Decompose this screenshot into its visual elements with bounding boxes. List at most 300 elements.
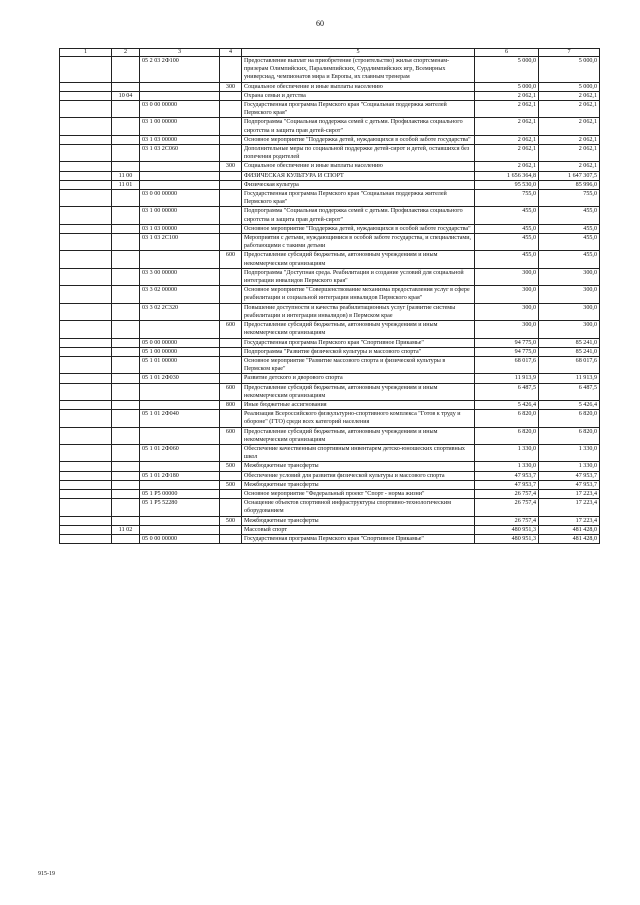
table-cell-4 (220, 489, 242, 498)
table-cell-1 (60, 207, 112, 224)
table-cell-7: 455,0 (539, 224, 600, 233)
table-cell-5: Социальное обеспечение и иные выплаты населению (242, 162, 475, 171)
table-row (60, 57, 600, 83)
table-cell-6: 26 757,4 (475, 489, 539, 498)
table-cell-2 (112, 303, 140, 320)
table-cell-3 (140, 91, 220, 100)
table-cell-3: 03 0 00 00000 (140, 190, 220, 207)
table-cell-2 (112, 516, 140, 525)
table-cell-2 (112, 321, 140, 338)
table-cell-4 (220, 171, 242, 180)
table-cell-3: 05 1 01 00000 (140, 356, 220, 373)
table-cell-7: 300,0 (539, 286, 600, 303)
table-cell-7: 300,0 (539, 268, 600, 285)
table-cell-5: Оснащение объектов спортивной инфраструктуры спортивно-технологическим оборудованием (242, 499, 475, 516)
table-cell-4 (220, 303, 242, 320)
table-cell-1 (60, 499, 112, 516)
table-cell-5: Подпрограмма "Развитие физической культуры и массового спорта" (242, 347, 475, 356)
table-cell-3: 03 1 03 2С060 (140, 145, 220, 162)
table-cell-7: 2 062,1 (539, 91, 600, 100)
table-cell-4 (220, 410, 242, 427)
table-row (60, 303, 600, 320)
page-number: 60 (316, 19, 324, 28)
table-cell-1 (60, 356, 112, 373)
table-cell-1 (60, 338, 112, 347)
table-row (60, 251, 600, 268)
table-cell-5: Основное мероприятие "Поддержка детей, нуждающихся в особой заботе государства" (242, 224, 475, 233)
table-cell-5: Мероприятия с детьми, нуждающимися в особой заботе государства, и специалистами, работающими с такими детьми (242, 234, 475, 251)
table-cell-6: 480 951,3 (475, 525, 539, 534)
table-body (60, 57, 600, 544)
table-cell-6: 455,0 (475, 251, 539, 268)
table-row (60, 525, 600, 534)
table-row (60, 410, 600, 427)
table-row (60, 489, 600, 498)
table-cell-3: 03 3 02 00000 (140, 286, 220, 303)
table-cell-5: Основное мероприятие "Федеральный проект "Спорт - норма жизни" (242, 489, 475, 498)
table-cell-1 (60, 82, 112, 91)
table-cell-6: 6 487,5 (475, 383, 539, 400)
footer-code: 915-19 (38, 871, 55, 877)
table-cell-6: 2 062,1 (475, 118, 539, 135)
table-cell-1 (60, 444, 112, 461)
table-cell-1 (60, 347, 112, 356)
table-row (60, 374, 600, 383)
table-cell-1 (60, 234, 112, 251)
table-cell-3: 03 1 00 00000 (140, 207, 220, 224)
table-cell-5: Обеспечение качественным спортивным инвентарем детско-юношеских спортивных школ (242, 444, 475, 461)
table-cell-2 (112, 224, 140, 233)
table-cell-7: 85 996,0 (539, 180, 600, 189)
table-cell-1 (60, 162, 112, 171)
table-cell-4 (220, 471, 242, 480)
table-row (60, 268, 600, 285)
table-cell-3 (140, 462, 220, 471)
table-cell-3 (140, 525, 220, 534)
table-cell-6: 5 000,0 (475, 82, 539, 91)
table-row (60, 286, 600, 303)
table-cell-7: 1 330,0 (539, 462, 600, 471)
table-cell-6: 455,0 (475, 234, 539, 251)
table-cell-7: 455,0 (539, 234, 600, 251)
table-cell-1 (60, 489, 112, 498)
table-cell-1 (60, 268, 112, 285)
table-cell-5: Основное мероприятие "Совершенствование механизма предоставления услуг в сфере реабилитации и социальной интеграции инвалидов Пермского края" (242, 286, 475, 303)
table-row (60, 427, 600, 444)
column-header: 2 (112, 49, 140, 57)
table-cell-2 (112, 268, 140, 285)
table-cell-3: 05 1 P5 00000 (140, 489, 220, 498)
table-cell-1 (60, 251, 112, 268)
table-cell-5: Государственная программа Пермского края "Социальная поддержка жителей Пермского края" (242, 101, 475, 118)
table-cell-6: 2 062,1 (475, 135, 539, 144)
table-cell-7: 455,0 (539, 251, 600, 268)
table-cell-4: 600 (220, 383, 242, 400)
table-cell-4 (220, 190, 242, 207)
table-cell-6: 300,0 (475, 321, 539, 338)
table-cell-6: 5 426,4 (475, 400, 539, 409)
table-cell-6: 300,0 (475, 303, 539, 320)
table-cell-4 (220, 347, 242, 356)
table-cell-7: 17 223,4 (539, 516, 600, 525)
table-cell-3: 05 0 00 00000 (140, 534, 220, 543)
table-cell-5: Межбюджетные трансферты (242, 516, 475, 525)
table-cell-7: 2 062,1 (539, 118, 600, 135)
table-cell-4: 600 (220, 321, 242, 338)
table-cell-2 (112, 347, 140, 356)
table-cell-4: 500 (220, 516, 242, 525)
table-cell-5: Основное мероприятие "Развитие массового спорта и физической культуры в Пермском крае" (242, 356, 475, 373)
table-cell-4 (220, 207, 242, 224)
table-cell-4 (220, 525, 242, 534)
table-row (60, 347, 600, 356)
table-cell-5: Реализация Всероссийского физкультурно-спортивного комплекса "Готов к труду и обороне" (ГТО) среди всех категорий населения (242, 410, 475, 427)
table-cell-2 (112, 101, 140, 118)
table-cell-3 (140, 400, 220, 409)
table-row (60, 190, 600, 207)
table-cell-5: Подпрограмма "Доступная среда. Реабилитация и создание условий для социальной интеграции инвалидов Пермского края" (242, 268, 475, 285)
table-cell-3 (140, 480, 220, 489)
table-cell-3 (140, 321, 220, 338)
table-row (60, 480, 600, 489)
table-cell-6: 755,0 (475, 190, 539, 207)
table-cell-7: 5 000,0 (539, 82, 600, 91)
table-cell-3: 03 1 03 2С100 (140, 234, 220, 251)
table-cell-5: Предоставление субсидий бюджетным, автономным учреждениям и иным некоммерческим организациям (242, 427, 475, 444)
table-cell-2 (112, 286, 140, 303)
table-cell-1 (60, 190, 112, 207)
column-header: 5 (242, 49, 475, 57)
table-cell-4 (220, 180, 242, 189)
table-cell-2 (112, 118, 140, 135)
table-cell-2 (112, 207, 140, 224)
table-cell-1 (60, 171, 112, 180)
table-cell-2 (112, 410, 140, 427)
table-cell-4 (220, 91, 242, 100)
table-cell-3: 03 3 02 2С320 (140, 303, 220, 320)
table-cell-5: Государственная программа Пермского края "Спортивное Прикамье" (242, 534, 475, 543)
table-cell-5: Межбюджетные трансферты (242, 462, 475, 471)
table-cell-1 (60, 462, 112, 471)
table-cell-7: 85 241,0 (539, 347, 600, 356)
table-cell-7: 481 428,0 (539, 534, 600, 543)
table-cell-2: 11 01 (112, 180, 140, 189)
table-row (60, 207, 600, 224)
table-cell-4 (220, 268, 242, 285)
table-cell-2 (112, 57, 140, 83)
table-cell-5: Иные бюджетные ассигнования (242, 400, 475, 409)
table-cell-3 (140, 516, 220, 525)
table-cell-1 (60, 118, 112, 135)
column-header: 6 (475, 49, 539, 57)
table-cell-2: 10 04 (112, 91, 140, 100)
table-cell-1 (60, 91, 112, 100)
table-cell-2 (112, 427, 140, 444)
table-cell-7: 17 223,4 (539, 489, 600, 498)
table-cell-4 (220, 374, 242, 383)
table-row (60, 444, 600, 461)
table-cell-6: 94 775,0 (475, 347, 539, 356)
table-cell-5: ФИЗИЧЕСКАЯ КУЛЬТУРА И СПОРТ (242, 171, 475, 180)
table-cell-4: 300 (220, 82, 242, 91)
table-cell-1 (60, 534, 112, 543)
table-cell-6: 47 953,7 (475, 471, 539, 480)
column-header: 1 (60, 49, 112, 57)
table-cell-4 (220, 499, 242, 516)
table-cell-5: Подпрограмма "Социальная поддержка семей с детьми. Профилактика социального сиротства и защита прав детей-сирот" (242, 118, 475, 135)
table-row (60, 499, 600, 516)
table-cell-2 (112, 400, 140, 409)
table-cell-4: 600 (220, 251, 242, 268)
table-row (60, 516, 600, 525)
table-cell-1 (60, 471, 112, 480)
table-row (60, 135, 600, 144)
table-cell-2 (112, 489, 140, 498)
table-cell-7: 455,0 (539, 207, 600, 224)
table-cell-3: 05 1 01 2Ф040 (140, 410, 220, 427)
column-header: 7 (539, 49, 600, 57)
table-cell-4 (220, 356, 242, 373)
table-cell-7: 47 953,7 (539, 480, 600, 489)
table-cell-5: Подпрограмма "Социальная поддержка семей с детьми. Профилактика социального сиротства и защита прав детей-сирот" (242, 207, 475, 224)
table-cell-2 (112, 338, 140, 347)
table-cell-4 (220, 118, 242, 135)
table-row (60, 91, 600, 100)
table-cell-1 (60, 145, 112, 162)
table-cell-4 (220, 224, 242, 233)
table-cell-4 (220, 145, 242, 162)
table-cell-7: 11 913,9 (539, 374, 600, 383)
table-cell-3 (140, 383, 220, 400)
table-row (60, 356, 600, 373)
table-cell-1 (60, 480, 112, 489)
table-row (60, 162, 600, 171)
table-cell-6: 6 820,0 (475, 427, 539, 444)
table-row (60, 171, 600, 180)
table-row (60, 383, 600, 400)
table-cell-2 (112, 234, 140, 251)
table-cell-2 (112, 82, 140, 91)
table-cell-7: 2 062,1 (539, 145, 600, 162)
table-cell-7: 5 426,4 (539, 400, 600, 409)
table-cell-3 (140, 82, 220, 91)
table-cell-2 (112, 162, 140, 171)
table-cell-4: 500 (220, 480, 242, 489)
table-row (60, 234, 600, 251)
table-cell-6: 47 953,7 (475, 480, 539, 489)
table-cell-6: 5 000,0 (475, 57, 539, 83)
table-cell-6: 94 775,0 (475, 338, 539, 347)
table-cell-1 (60, 303, 112, 320)
table-cell-6: 26 757,4 (475, 499, 539, 516)
table-row (60, 462, 600, 471)
table-cell-7: 47 953,7 (539, 471, 600, 480)
table-cell-3 (140, 180, 220, 189)
table-cell-7: 85 241,0 (539, 338, 600, 347)
table-cell-7: 300,0 (539, 321, 600, 338)
column-header: 4 (220, 49, 242, 57)
table-cell-7: 6 487,5 (539, 383, 600, 400)
budget-table (59, 48, 600, 544)
table-cell-4 (220, 234, 242, 251)
table-cell-5: Физическая культура (242, 180, 475, 189)
table-cell-6: 26 757,4 (475, 516, 539, 525)
table-cell-2 (112, 444, 140, 461)
table-row (60, 101, 600, 118)
table-cell-4: 300 (220, 162, 242, 171)
table-cell-1 (60, 57, 112, 83)
table-cell-7: 2 062,1 (539, 135, 600, 144)
table-cell-7: 1 647 307,5 (539, 171, 600, 180)
table-cell-7: 6 820,0 (539, 410, 600, 427)
table-cell-3: 03 0 00 00000 (140, 101, 220, 118)
table-cell-4: 600 (220, 427, 242, 444)
table-cell-3 (140, 427, 220, 444)
table-cell-6: 11 913,9 (475, 374, 539, 383)
table-cell-7: 17 223,4 (539, 499, 600, 516)
table-cell-6: 1 656 364,8 (475, 171, 539, 180)
table-cell-4 (220, 534, 242, 543)
table-row (60, 471, 600, 480)
table-cell-3: 05 1 00 00000 (140, 347, 220, 356)
table-cell-1 (60, 383, 112, 400)
table-cell-6: 1 330,0 (475, 444, 539, 461)
table-cell-3: 03 3 00 00000 (140, 268, 220, 285)
table-cell-5: Развитие детского и дворового спорта (242, 374, 475, 383)
table-cell-7: 2 062,1 (539, 101, 600, 118)
table-cell-6: 95 530,0 (475, 180, 539, 189)
table-cell-5: Основное мероприятие "Поддержка детей, нуждающихся в особой заботе государства" (242, 135, 475, 144)
table-cell-3: 05 1 P5 52280 (140, 499, 220, 516)
table-cell-2 (112, 480, 140, 489)
table-cell-7: 68 017,6 (539, 356, 600, 373)
table-row (60, 82, 600, 91)
table-cell-6: 300,0 (475, 268, 539, 285)
table-row (60, 534, 600, 543)
table-cell-5: Предоставление субсидий бюджетным, автономным учреждениям и иным некоммерческим организациям (242, 383, 475, 400)
table-row (60, 321, 600, 338)
table-cell-1 (60, 427, 112, 444)
table-cell-6: 1 330,0 (475, 462, 539, 471)
table-cell-3: 05 0 00 00000 (140, 338, 220, 347)
table-cell-6: 455,0 (475, 207, 539, 224)
table-cell-4 (220, 101, 242, 118)
table-cell-5: Предоставление субсидий бюджетным, автономным учреждениям и иным некоммерческим организациям (242, 251, 475, 268)
table-cell-4 (220, 444, 242, 461)
table-cell-5: Дополнительные меры по социальной поддержке детей-сирот и детей, оставшихся без попечения родителей (242, 145, 475, 162)
table-cell-3: 05 1 01 2Ф060 (140, 444, 220, 461)
table-cell-6: 2 062,1 (475, 91, 539, 100)
table-cell-6: 68 017,6 (475, 356, 539, 373)
table-cell-6: 6 820,0 (475, 410, 539, 427)
table-cell-5: Государственная программа Пермского края "Социальная поддержка жителей Пермского края" (242, 190, 475, 207)
table-cell-1 (60, 286, 112, 303)
table-cell-5: Охрана семьи и детства (242, 91, 475, 100)
table-cell-5: Массовый спорт (242, 525, 475, 534)
table-cell-7: 1 330,0 (539, 444, 600, 461)
table-cell-3: 03 1 03 00000 (140, 224, 220, 233)
table-cell-2 (112, 356, 140, 373)
table-row (60, 224, 600, 233)
table-cell-3 (140, 251, 220, 268)
table-cell-7: 300,0 (539, 303, 600, 320)
table-cell-2 (112, 471, 140, 480)
table-cell-4 (220, 57, 242, 83)
table-row (60, 338, 600, 347)
table-cell-3: 03 1 03 00000 (140, 135, 220, 144)
table-row (60, 180, 600, 189)
table-cell-7: 481 428,0 (539, 525, 600, 534)
table-cell-5: Обеспечение условий для развития физической культуры и массового спорта (242, 471, 475, 480)
table-cell-4: 800 (220, 400, 242, 409)
table-cell-4 (220, 338, 242, 347)
table-cell-2: 11 00 (112, 171, 140, 180)
table-cell-1 (60, 224, 112, 233)
table-cell-1 (60, 135, 112, 144)
table-cell-1 (60, 410, 112, 427)
table-header-row (60, 49, 600, 57)
table-cell-6: 455,0 (475, 224, 539, 233)
table-cell-5: Предоставление выплат на приобретение (строительство) жилья спортсменам-призерам Олимпийских, Паралимпийских, Сурдлимпийских игр, Всемирных универсиад, чемпионатов мира и Европы, их главным тренерам (242, 57, 475, 83)
table-cell-2 (112, 135, 140, 144)
table-cell-2 (112, 374, 140, 383)
table-cell-5: Повышение доступности и качества реабилитационных услуг (развитие системы реабилитации и интеграции инвалидов) в Пермском крае (242, 303, 475, 320)
table-cell-3: 05 1 01 2Ф180 (140, 471, 220, 480)
column-header: 3 (140, 49, 220, 57)
table-cell-1 (60, 525, 112, 534)
table-cell-4 (220, 286, 242, 303)
table-row (60, 118, 600, 135)
table-cell-2 (112, 499, 140, 516)
table-cell-3 (140, 162, 220, 171)
table-cell-7: 6 820,0 (539, 427, 600, 444)
table-cell-1 (60, 374, 112, 383)
table-cell-2 (112, 534, 140, 543)
table-cell-2 (112, 145, 140, 162)
table-row (60, 400, 600, 409)
table-cell-1 (60, 321, 112, 338)
table-cell-1 (60, 101, 112, 118)
table-cell-6: 300,0 (475, 286, 539, 303)
table-cell-5: Государственная программа Пермского края "Спортивное Прикамье" (242, 338, 475, 347)
table-cell-5: Предоставление субсидий бюджетным, автономным учреждениям и иным некоммерческим организациям (242, 321, 475, 338)
table-cell-6: 480 951,3 (475, 534, 539, 543)
table-cell-2 (112, 383, 140, 400)
table-row (60, 145, 600, 162)
table-cell-1 (60, 516, 112, 525)
table-cell-5: Социальное обеспечение и иные выплаты населению (242, 82, 475, 91)
table-cell-5: Межбюджетные трансферты (242, 480, 475, 489)
table-cell-3: 03 1 00 00000 (140, 118, 220, 135)
table-cell-2 (112, 462, 140, 471)
table-cell-6: 2 062,1 (475, 101, 539, 118)
table-cell-7: 755,0 (539, 190, 600, 207)
table-cell-1 (60, 400, 112, 409)
table-cell-7: 2 062,1 (539, 162, 600, 171)
table-cell-6: 2 062,1 (475, 162, 539, 171)
table-cell-2 (112, 190, 140, 207)
table-cell-3: 05 1 01 2Ф030 (140, 374, 220, 383)
table-cell-4 (220, 135, 242, 144)
table-cell-4: 500 (220, 462, 242, 471)
table-cell-7: 5 000,0 (539, 57, 600, 83)
table-cell-6: 2 062,1 (475, 145, 539, 162)
table-cell-2 (112, 251, 140, 268)
table-cell-2: 11 02 (112, 525, 140, 534)
table-cell-3: 05 2 03 2Ф100 (140, 57, 220, 83)
table-cell-3 (140, 171, 220, 180)
table-cell-1 (60, 180, 112, 189)
